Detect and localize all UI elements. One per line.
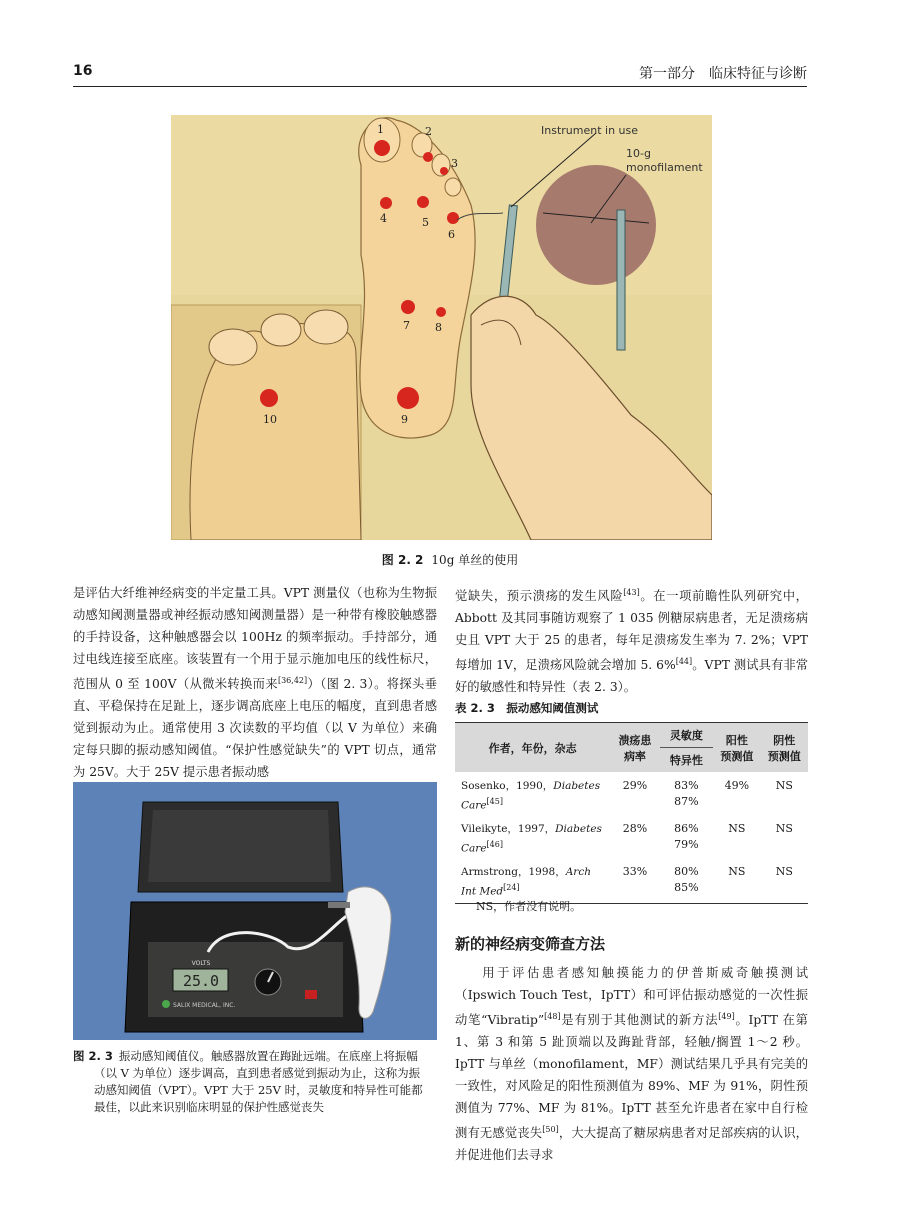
cell-sens-spec: 80% 85% — [674, 865, 699, 894]
table-row — [455, 817, 808, 860]
figure-2-2-caption-label: 图 2. 2 — [381, 553, 424, 567]
label-instrument-in-use: Instrument in use — [541, 124, 639, 137]
cell-npv: NS — [775, 865, 793, 878]
label-monofilament: monofilament — [626, 161, 703, 174]
left-column-paragraph: 是评估大纤维神经病变的半定量工具。VPT 测量仪（也称为生物振动感知阈测量器或神经振动感知阈测量器）是一种带有橡胶触感器的手持设备，这种触感器会以 100Hz 的频率振动。手持部分，通过电线连接至底座。该装置有一个用于显示施加电压的线性标尺，范围从 0 至 100V（从微米转换而来[36,42]）（图 2. 3）。将探头垂直、平稳保持在足趾上，逐步调高底座上电压的幅度，直到患者感觉到振动为止。通常使用 3 次读数的平均值（以 V 为单位）来确定每只脚的振动感知阈值。“保护性感觉缺失”的 VPT 切点，通常为 25V。大于 25V 提示患者振动感 — [73, 586, 437, 780]
cell-npv: NS — [775, 779, 793, 792]
point-label-7: 7 — [403, 319, 410, 332]
point-label-6: 6 — [448, 228, 455, 241]
point-label-8: 8 — [435, 321, 442, 334]
point-label-4: 4 — [380, 212, 387, 225]
point-label-9: 9 — [401, 413, 408, 426]
col-header-author: 作者，年份，杂志 — [455, 723, 610, 773]
cell-ppv: NS — [728, 865, 746, 878]
label-10g: 10-g — [626, 147, 651, 160]
ref-48: [48] — [544, 1012, 561, 1021]
cell-author: Vileikyte，1997，Diabetes Care[46] — [461, 823, 602, 855]
cell-npv: NS — [775, 822, 793, 835]
cell-author: Sosenko，1990，Diabetes Care[45] — [461, 780, 601, 812]
point-label-10: 10 — [263, 413, 277, 426]
point-label-3: 3 — [451, 157, 458, 170]
header-rule — [73, 86, 807, 87]
table-title: 表 2. 3 振动感知阈值测试 — [455, 701, 599, 715]
point-label-5: 5 — [422, 216, 429, 229]
point-label-1: 1 — [377, 123, 384, 136]
figure-2-3-caption-text: 振动感知阈值仪。触感器放置在踇趾远端。在底座上将振幅（以 V 为单位）逐步调高，直到患者感觉到振动为止，这称为振动感知阈值（VPT）。VPT 大于 25V 时，灵敏度和特异性可能都最佳，以此来识别临床明显的保护性感觉丧失 — [94, 1049, 423, 1114]
ref-43: [43] — [623, 588, 640, 597]
cell-ppv: 49% — [724, 779, 750, 792]
ref-36-42: [36,42] — [277, 676, 308, 685]
display-label: VOLTS — [191, 960, 211, 967]
right-column-paragraph: 觉缺失，预示溃疡的发生风险[43]。在一项前瞻性队列研究中，Abbott 及其同事随访观察了 1 035 例糖尿病患者，无足溃疡病史且 VPT 大于 25 的患者，每年足溃疡发生率为 7. 2%；VPT 每增加 1V，足溃疡风险就会增加 5. 6%[44]。VPT 测试具有非常好的敏感性和特异性（表 2. 3）。 — [455, 588, 809, 695]
ref-44: [44] — [675, 657, 693, 667]
section-paragraph: 用于评估患者感知触摸能力的伊普斯威奇触摸测试（Ipswich Touch Test，IpTT）和可评估振动感觉的一次性振动笔“Vibratip”[48]是有别于其他测试的新方法[49]。IpTT 在第 1、第 3 和第 5 趾顶端以及踇趾背部，轻触/搁置 1～2 秒。IpTT 与单丝（monofilament，MF）测试结果几乎具有完美的一致性，对风险足的阳性预测值为 89%、MF 为 91%，阴性预测值为 77%、MF 为 81%。IpTT 甚至允许患者在家中自行检测有无感觉丧失[50]，大大提高了糖尿病患者对足部疾病的认识，并促进他们去寻求 — [455, 966, 808, 1163]
vpt-table — [455, 722, 808, 904]
cell-author: Armstrong，1998，Arch Int Med[24] — [461, 866, 591, 898]
vpt-device-photo — [73, 782, 437, 1040]
table-row — [455, 772, 808, 817]
col-header-specificity: 特异性 — [660, 748, 713, 773]
display-reading: 25.0 — [182, 972, 220, 990]
figure-2-3-caption-label: 图 2. 3 — [73, 1049, 113, 1063]
monofilament-illustration — [171, 115, 712, 540]
col-header-sensitivity: 灵敏度 — [660, 723, 713, 748]
figure-2-2-caption — [0, 551, 900, 568]
running-head: 第一部分 临床特征与诊断 — [639, 66, 807, 82]
table-row — [455, 860, 808, 904]
cell-sens-spec: 86% 79% — [674, 822, 699, 851]
cell-ulcer: 33% — [622, 865, 648, 878]
table-note: NS，作者没有说明。 — [476, 900, 582, 913]
figure-2-3-caption — [73, 1048, 424, 1116]
figure-2-2-caption-text: 10g 单丝的使用 — [431, 553, 519, 567]
brand-label: SALIX MEDICAL, INC. — [173, 1002, 236, 1009]
cell-ulcer: 29% — [622, 779, 648, 792]
cell-sens-spec: 83% 87% — [674, 779, 699, 808]
point-label-2: 2 — [425, 125, 432, 138]
col-header-ppv: 阳性 预测值 — [713, 723, 761, 773]
col-header-ulcer: 溃疡患 病率 — [610, 723, 659, 773]
ref-49: [49] — [718, 1012, 735, 1021]
section-title: 新的神经病变筛查方法 — [455, 935, 606, 953]
page-number: 16 — [73, 63, 93, 79]
ref-50: [50] — [542, 1125, 559, 1135]
col-header-npv: 阴性 预测值 — [761, 723, 808, 773]
cell-ppv: NS — [728, 822, 746, 835]
cell-ulcer: 28% — [622, 822, 648, 835]
